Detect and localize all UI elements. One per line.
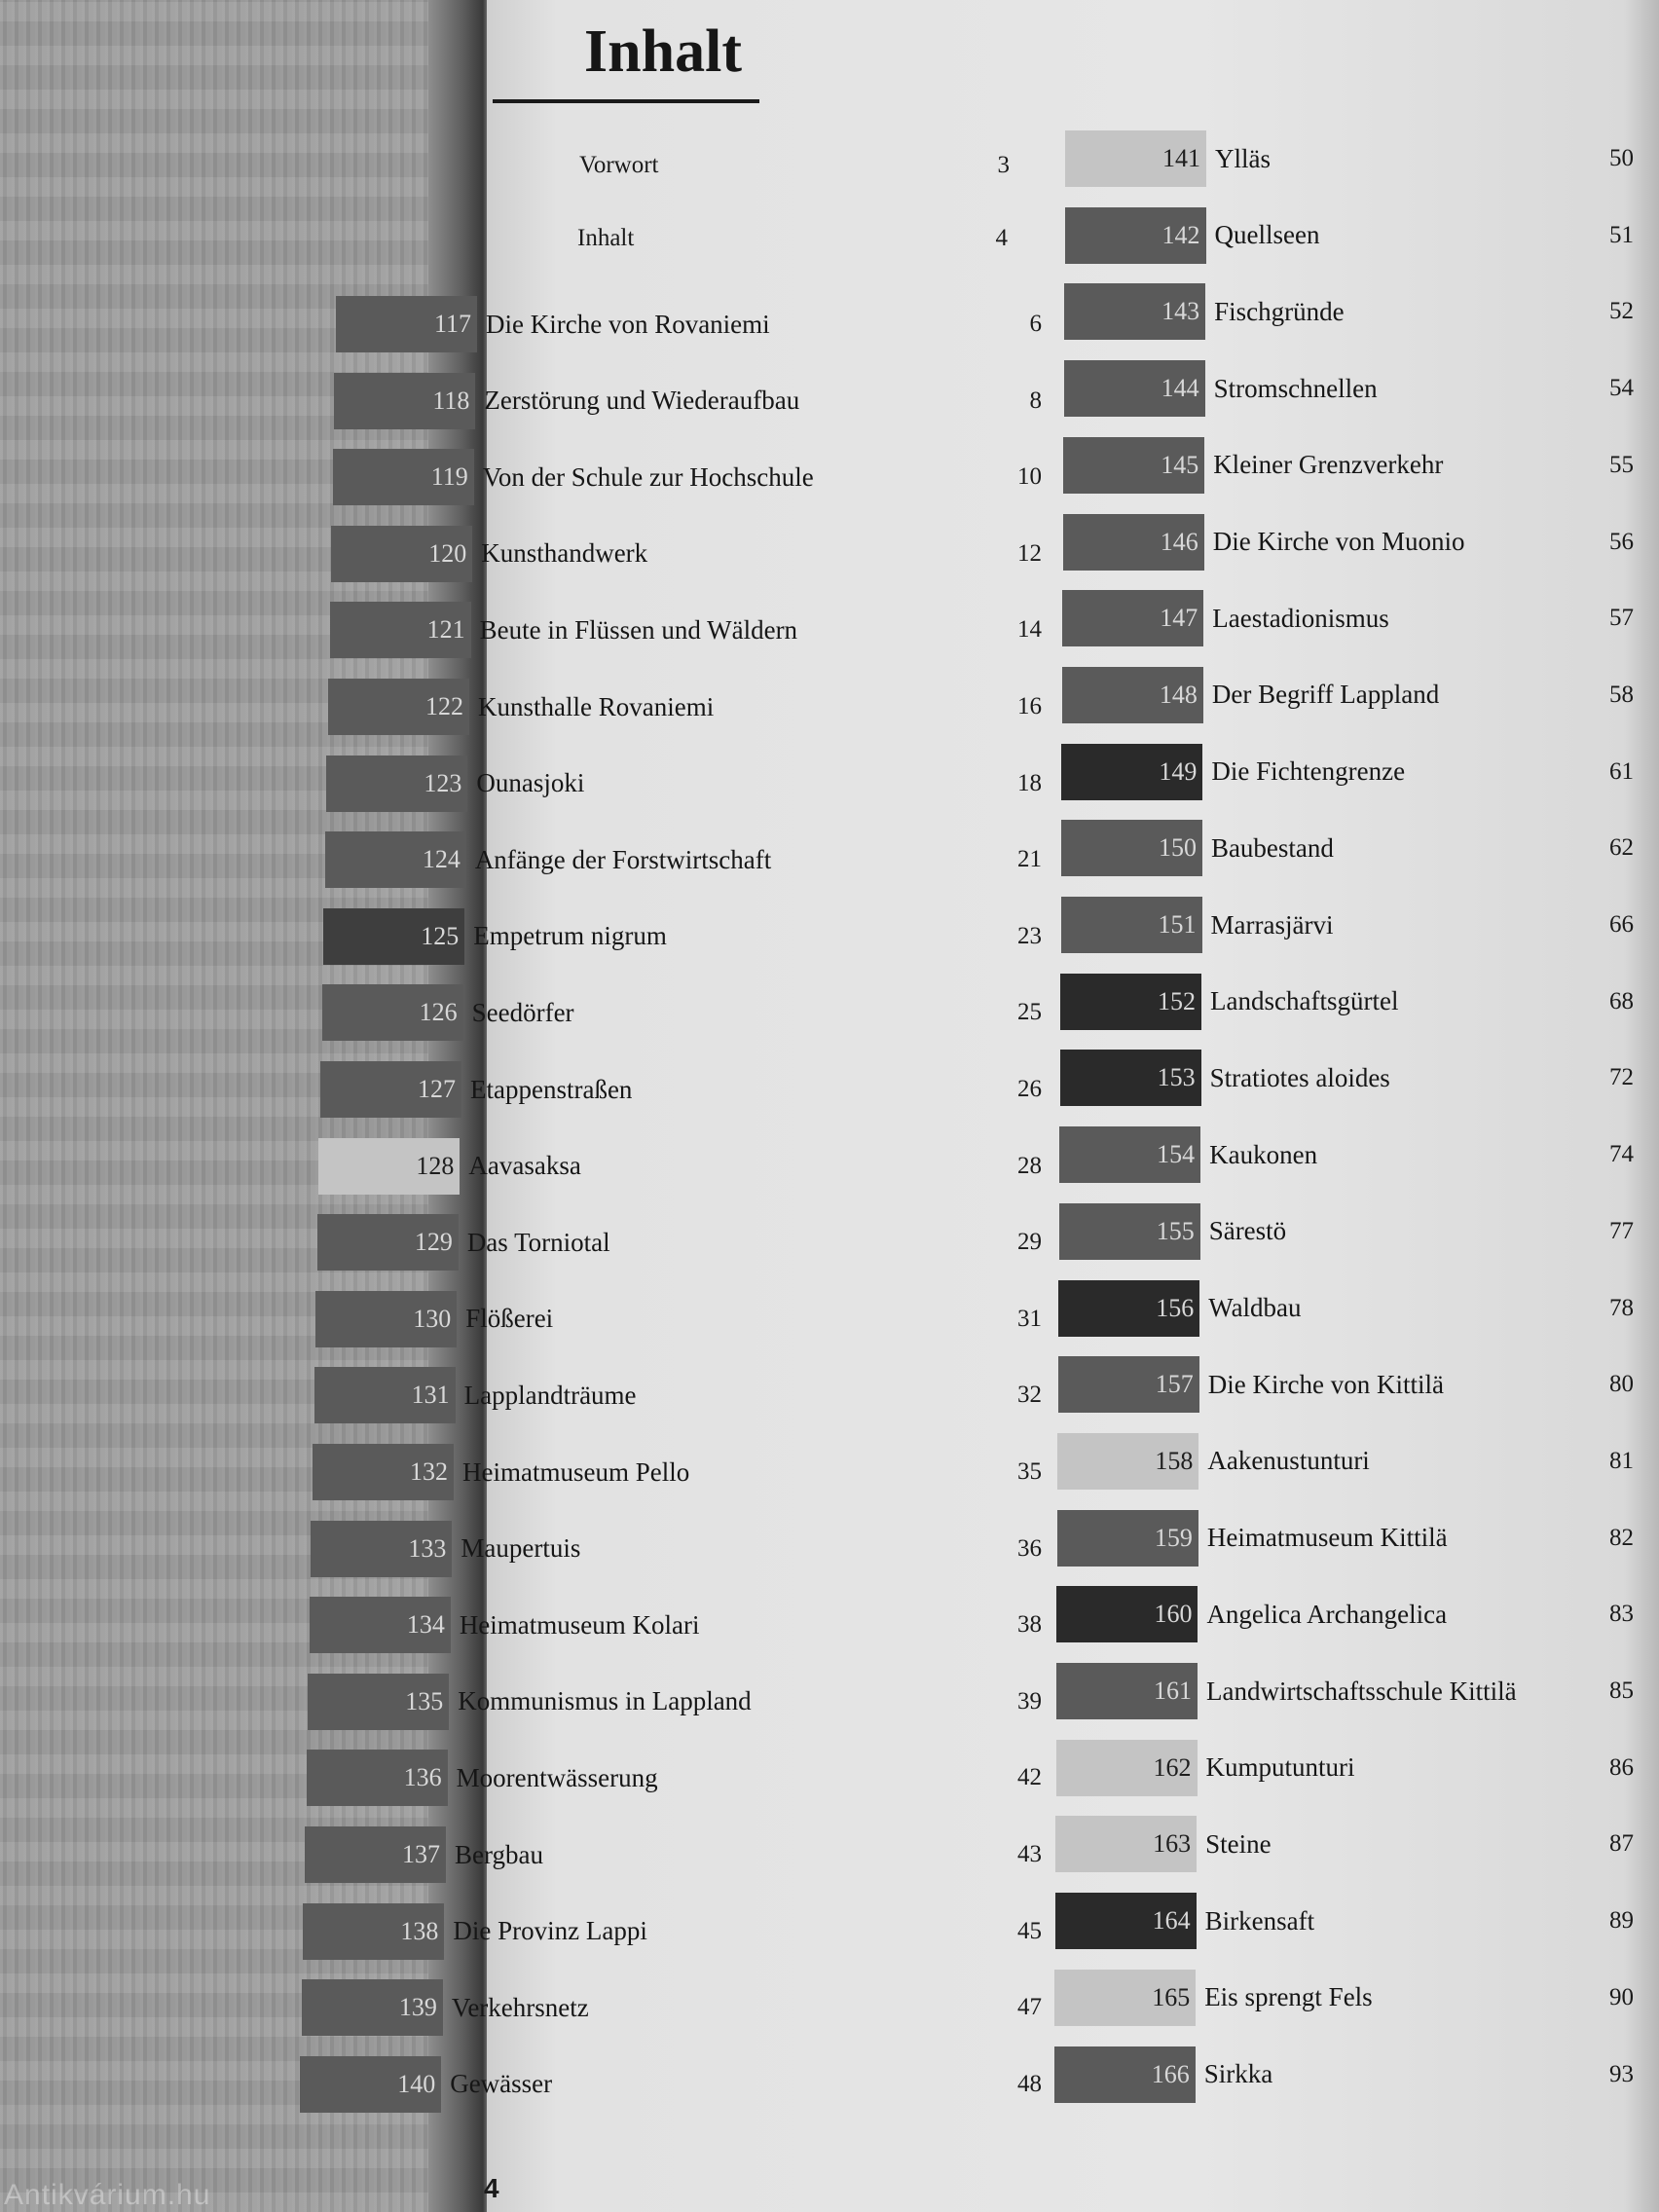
entry-label: Moorentwässerung <box>456 1762 658 1792</box>
entry-label: Kunsthalle Rovaniemi <box>478 691 715 721</box>
entry-label: Fischgründe <box>1214 296 1345 326</box>
entry-page: 26 <box>1017 1076 1042 1102</box>
entry-number-tab: 136 <box>307 1750 448 1806</box>
entry-label: Birkensaft <box>1204 1905 1315 1936</box>
entry-label: Inhalt <box>577 225 635 251</box>
entry-label: Beute in Flüssen und Wäldern <box>479 614 798 645</box>
toc-entry <box>1065 130 1634 187</box>
toc-entry <box>310 1597 1042 1653</box>
toc-entry <box>325 831 1042 888</box>
entry-page: 66 <box>1609 911 1634 938</box>
toc-entry <box>1062 667 1634 723</box>
entry-page: 52 <box>1608 298 1634 325</box>
entry-label: Heimatmuseum Kittilä <box>1206 1523 1448 1553</box>
toc-entry <box>1056 1663 1634 1719</box>
entry-number-tab: 145 <box>1063 437 1204 494</box>
entry-label: Särestö <box>1208 1216 1287 1246</box>
entry-label: Stromschnellen <box>1213 373 1378 403</box>
book-page <box>397 0 1659 2212</box>
entry-label: Heimatmuseum Pello <box>462 1456 690 1487</box>
entry-label: Lapplandträume <box>463 1380 637 1410</box>
toc-entry <box>318 1138 1042 1195</box>
entry-page: 3 <box>997 152 1010 178</box>
entry-number-tab: 131 <box>314 1367 456 1423</box>
entry-number-tab: 156 <box>1058 1280 1199 1337</box>
entry-page: 55 <box>1608 451 1634 478</box>
toc-entry <box>333 449 1042 505</box>
entry-label: Die Kirche von Rovaniemi <box>486 309 770 339</box>
entry-page: 45 <box>1017 1917 1042 1944</box>
entry-label: Kommunismus in Lappland <box>458 1686 752 1716</box>
toc-entry <box>1064 283 1634 340</box>
toc-entry <box>1063 514 1634 571</box>
entry-number-tab: 123 <box>326 756 467 812</box>
entry-page: 23 <box>1017 922 1042 949</box>
entry-page: 90 <box>1608 1983 1634 2010</box>
entry-number-tab: 122 <box>328 679 469 735</box>
entry-label: Laestadionismus <box>1212 603 1389 633</box>
entry-number-tab: 153 <box>1060 1050 1201 1106</box>
entry-label: Empetrum nigrum <box>473 921 667 951</box>
toc-entry <box>303 1903 1042 1960</box>
entry-label: Kleiner Grenzverkehr <box>1213 450 1444 480</box>
entry-page: 6 <box>1029 311 1042 337</box>
toc-entry <box>305 1826 1042 1883</box>
toc-entry <box>1061 897 1635 953</box>
entry-label: Marrasjärvi <box>1210 909 1334 940</box>
entry-number-tab: 157 <box>1058 1356 1199 1413</box>
entry-label: Ylläs <box>1215 143 1271 173</box>
toc-entry <box>1054 1970 1634 2026</box>
entry-label: Aavasaksa <box>468 1151 581 1181</box>
front-matter-vorwort <box>579 146 1010 185</box>
toc-entry <box>307 1750 1042 1806</box>
entry-page: 36 <box>1017 1534 1042 1562</box>
toc-entry <box>1059 1126 1634 1183</box>
entry-number-tab: 127 <box>320 1061 461 1118</box>
entry-page: 77 <box>1608 1217 1634 1244</box>
toc-entry <box>1064 360 1634 417</box>
entry-number-tab: 148 <box>1062 667 1203 723</box>
entry-number-tab: 166 <box>1054 2046 1196 2103</box>
entry-number-tab: 132 <box>313 1444 454 1500</box>
entry-page: 8 <box>1029 387 1042 414</box>
toc-entry <box>302 1979 1042 2036</box>
entry-label: Kumputunturi <box>1205 1752 1355 1783</box>
entry-page: 35 <box>1017 1458 1042 1485</box>
entry-page: 87 <box>1608 1830 1634 1858</box>
entry-page: 86 <box>1608 1753 1634 1781</box>
entry-number-tab: 155 <box>1059 1203 1200 1260</box>
entry-number-tab: 119 <box>333 449 474 505</box>
entry-number-tab: 160 <box>1056 1586 1198 1642</box>
entry-page: 56 <box>1609 528 1634 555</box>
toc-entry <box>1057 1510 1634 1567</box>
entry-label: Angelica Archangelica <box>1206 1599 1448 1629</box>
entry-page: 82 <box>1608 1524 1634 1551</box>
entry-number-tab: 140 <box>300 2056 441 2113</box>
toc-entry <box>331 526 1042 582</box>
entry-label: Verkehrsnetz <box>451 1992 589 2022</box>
entry-page: 4 <box>995 225 1008 251</box>
entry-label: Gewässer <box>450 2069 553 2099</box>
page-title: Inhalt <box>584 18 742 85</box>
page-number: 4 <box>484 2173 499 2203</box>
toc-entry <box>320 1061 1042 1118</box>
entry-number-tab: 130 <box>315 1291 457 1347</box>
toc-entry <box>1060 1050 1634 1106</box>
entry-label: Bergbau <box>455 1839 543 1869</box>
toc-entry <box>1060 974 1634 1030</box>
entry-label: Maupertuis <box>461 1533 581 1564</box>
entry-number-tab: 162 <box>1056 1740 1198 1796</box>
entry-number-tab: 151 <box>1061 897 1202 953</box>
toc-entry <box>308 1674 1042 1730</box>
toc-entry <box>1054 2046 1634 2103</box>
entry-page: 14 <box>1017 616 1042 644</box>
toc-entry <box>1055 1816 1634 1872</box>
entry-page: 58 <box>1608 681 1634 708</box>
toc-entry <box>300 2056 1042 2113</box>
entry-number-tab: 161 <box>1056 1663 1198 1719</box>
entry-number-tab: 154 <box>1059 1126 1200 1183</box>
entry-number-tab: 142 <box>1065 207 1206 264</box>
entry-number-tab: 138 <box>303 1903 444 1960</box>
entry-label: Die Kirche von Muonio <box>1212 527 1465 556</box>
entry-number-tab: 159 <box>1057 1510 1198 1567</box>
toc-entry <box>1062 590 1634 646</box>
entry-page: 93 <box>1609 2060 1634 2087</box>
entry-number-tab: 165 <box>1054 1970 1196 2026</box>
entry-label: Etappenstraßen <box>470 1074 633 1104</box>
toc-entry <box>1061 820 1634 876</box>
entry-page: 83 <box>1608 1601 1634 1628</box>
entry-label: Die Fichtengrenze <box>1211 756 1406 787</box>
entry-page: 48 <box>1017 2070 1042 2097</box>
entry-label: Eis sprengt Fels <box>1204 1982 1373 2012</box>
entry-page: 42 <box>1017 1764 1042 1791</box>
entry-number-tab: 117 <box>336 296 477 352</box>
entry-page: 38 <box>1017 1611 1042 1639</box>
toc-entry <box>313 1444 1042 1500</box>
entry-label: Sirkka <box>1203 2059 1273 2088</box>
entry-label: Zerstörung und Wiederaufbau <box>484 386 800 416</box>
entry-label: Die Provinz Lappi <box>453 1916 647 1946</box>
toc-entry <box>314 1367 1042 1423</box>
entry-number-tab: 118 <box>334 373 475 429</box>
entry-page: 78 <box>1609 1294 1634 1321</box>
toc-entry <box>326 756 1042 812</box>
entry-label: Kunsthandwerk <box>481 538 648 569</box>
entry-page: 62 <box>1608 834 1634 862</box>
entry-label: Anfänge der Forstwirtschaft <box>474 844 772 874</box>
entry-page: 61 <box>1608 757 1634 785</box>
toc-entry <box>311 1521 1042 1577</box>
entry-page: 25 <box>1017 999 1042 1026</box>
toc-entry <box>1057 1433 1634 1490</box>
entry-page: 32 <box>1017 1382 1042 1409</box>
toc-entry <box>322 984 1042 1041</box>
entry-label: Quellseen <box>1214 220 1320 250</box>
entry-number-tab: 139 <box>302 1979 443 2036</box>
entry-number-tab: 120 <box>331 526 472 582</box>
toc-entry <box>336 296 1042 352</box>
entry-label: Landwirtschaftsschule Kittilä <box>1206 1676 1517 1706</box>
toc-entry <box>1056 1586 1634 1642</box>
entry-number-tab: 137 <box>305 1826 446 1883</box>
entry-page: 51 <box>1608 221 1634 248</box>
entry-number-tab: 126 <box>322 984 463 1041</box>
entry-label: Von der Schule zur Hochschule <box>482 461 814 492</box>
entry-page: 43 <box>1017 1841 1042 1867</box>
toc-entry <box>317 1214 1042 1271</box>
entry-page: 54 <box>1608 375 1634 402</box>
entry-label: Flößerei <box>465 1304 554 1334</box>
entry-label: Stratiotes aloides <box>1209 1062 1390 1092</box>
toc-entry <box>1056 1740 1634 1796</box>
entry-label: Der Begriff Lappland <box>1211 680 1440 710</box>
entry-number-tab: 144 <box>1064 360 1205 417</box>
front-matter-inhalt <box>577 219 1008 258</box>
toc-entry <box>1065 207 1634 264</box>
entry-number-tab: 152 <box>1060 974 1201 1030</box>
entry-page: 81 <box>1608 1447 1634 1474</box>
entry-page: 57 <box>1608 605 1634 632</box>
toc-entry <box>1058 1280 1634 1337</box>
entry-label: Aakenustunturi <box>1207 1446 1370 1476</box>
entry-label: Seedörfer <box>471 997 574 1027</box>
entry-number-tab: 129 <box>317 1214 459 1271</box>
entry-page: 28 <box>1017 1152 1042 1179</box>
toc-entry <box>330 602 1042 658</box>
toc-entry <box>334 373 1042 429</box>
entry-page: 21 <box>1017 846 1042 873</box>
entry-number-tab: 158 <box>1057 1433 1198 1490</box>
entry-label: Heimatmuseum Kolari <box>459 1609 700 1640</box>
entry-label: Ounasjoki <box>476 768 585 798</box>
entry-page: 18 <box>1017 769 1042 796</box>
entry-number-tab: 121 <box>330 602 471 658</box>
entry-label: Baubestand <box>1210 832 1334 863</box>
entry-label: Die Kirche von Kittilä <box>1207 1369 1444 1399</box>
entry-label: Landschaftsgürtel <box>1210 986 1399 1016</box>
entry-label: Vorwort <box>579 152 659 178</box>
entry-page: 39 <box>1017 1687 1042 1714</box>
entry-number-tab: 147 <box>1062 590 1203 646</box>
entry-page: 89 <box>1608 1907 1634 1935</box>
entry-page: 80 <box>1608 1371 1634 1398</box>
toc-entry <box>315 1291 1042 1347</box>
entry-page: 72 <box>1608 1064 1634 1091</box>
watermark: Antikvárium.hu <box>4 2179 211 2211</box>
toc-entry <box>1059 1203 1634 1260</box>
entry-page: 29 <box>1017 1229 1042 1256</box>
entry-number-tab: 163 <box>1055 1816 1197 1872</box>
toc-entry <box>1063 437 1634 494</box>
entry-number-tab: 125 <box>323 908 464 965</box>
toc-entry <box>1055 1893 1634 1949</box>
entry-page: 68 <box>1608 987 1634 1014</box>
entry-label: Kaukonen <box>1209 1139 1318 1169</box>
title-underline <box>493 99 759 103</box>
toc-entry <box>323 908 1042 965</box>
entry-page: 47 <box>1017 1994 1042 2021</box>
entry-number-tab: 141 <box>1065 130 1206 187</box>
entry-number-tab: 143 <box>1064 283 1205 340</box>
entry-number-tab: 164 <box>1055 1893 1197 1949</box>
entry-number-tab: 135 <box>308 1674 449 1730</box>
entry-label: Waldbau <box>1208 1293 1302 1322</box>
toc-entry <box>1061 744 1634 800</box>
entry-page: 74 <box>1608 1141 1634 1168</box>
entry-page: 12 <box>1017 539 1042 567</box>
entry-number-tab: 128 <box>318 1138 460 1195</box>
entry-number-tab: 149 <box>1061 744 1202 800</box>
entry-page: 16 <box>1017 693 1042 719</box>
entry-number-tab: 146 <box>1063 514 1204 571</box>
entry-number-tab: 134 <box>310 1597 451 1653</box>
entry-number-tab: 150 <box>1061 820 1202 876</box>
entry-number-tab: 133 <box>311 1521 452 1577</box>
entry-page: 50 <box>1609 145 1634 171</box>
entry-label: Steine <box>1205 1828 1272 1859</box>
entry-label: Das Torniotal <box>466 1227 610 1257</box>
entry-page: 10 <box>1017 463 1042 491</box>
toc-entry <box>1058 1356 1634 1413</box>
toc-entry <box>328 679 1042 735</box>
entry-number-tab: 124 <box>325 831 466 888</box>
entry-page: 85 <box>1609 1677 1634 1704</box>
entry-page: 31 <box>1017 1305 1042 1332</box>
